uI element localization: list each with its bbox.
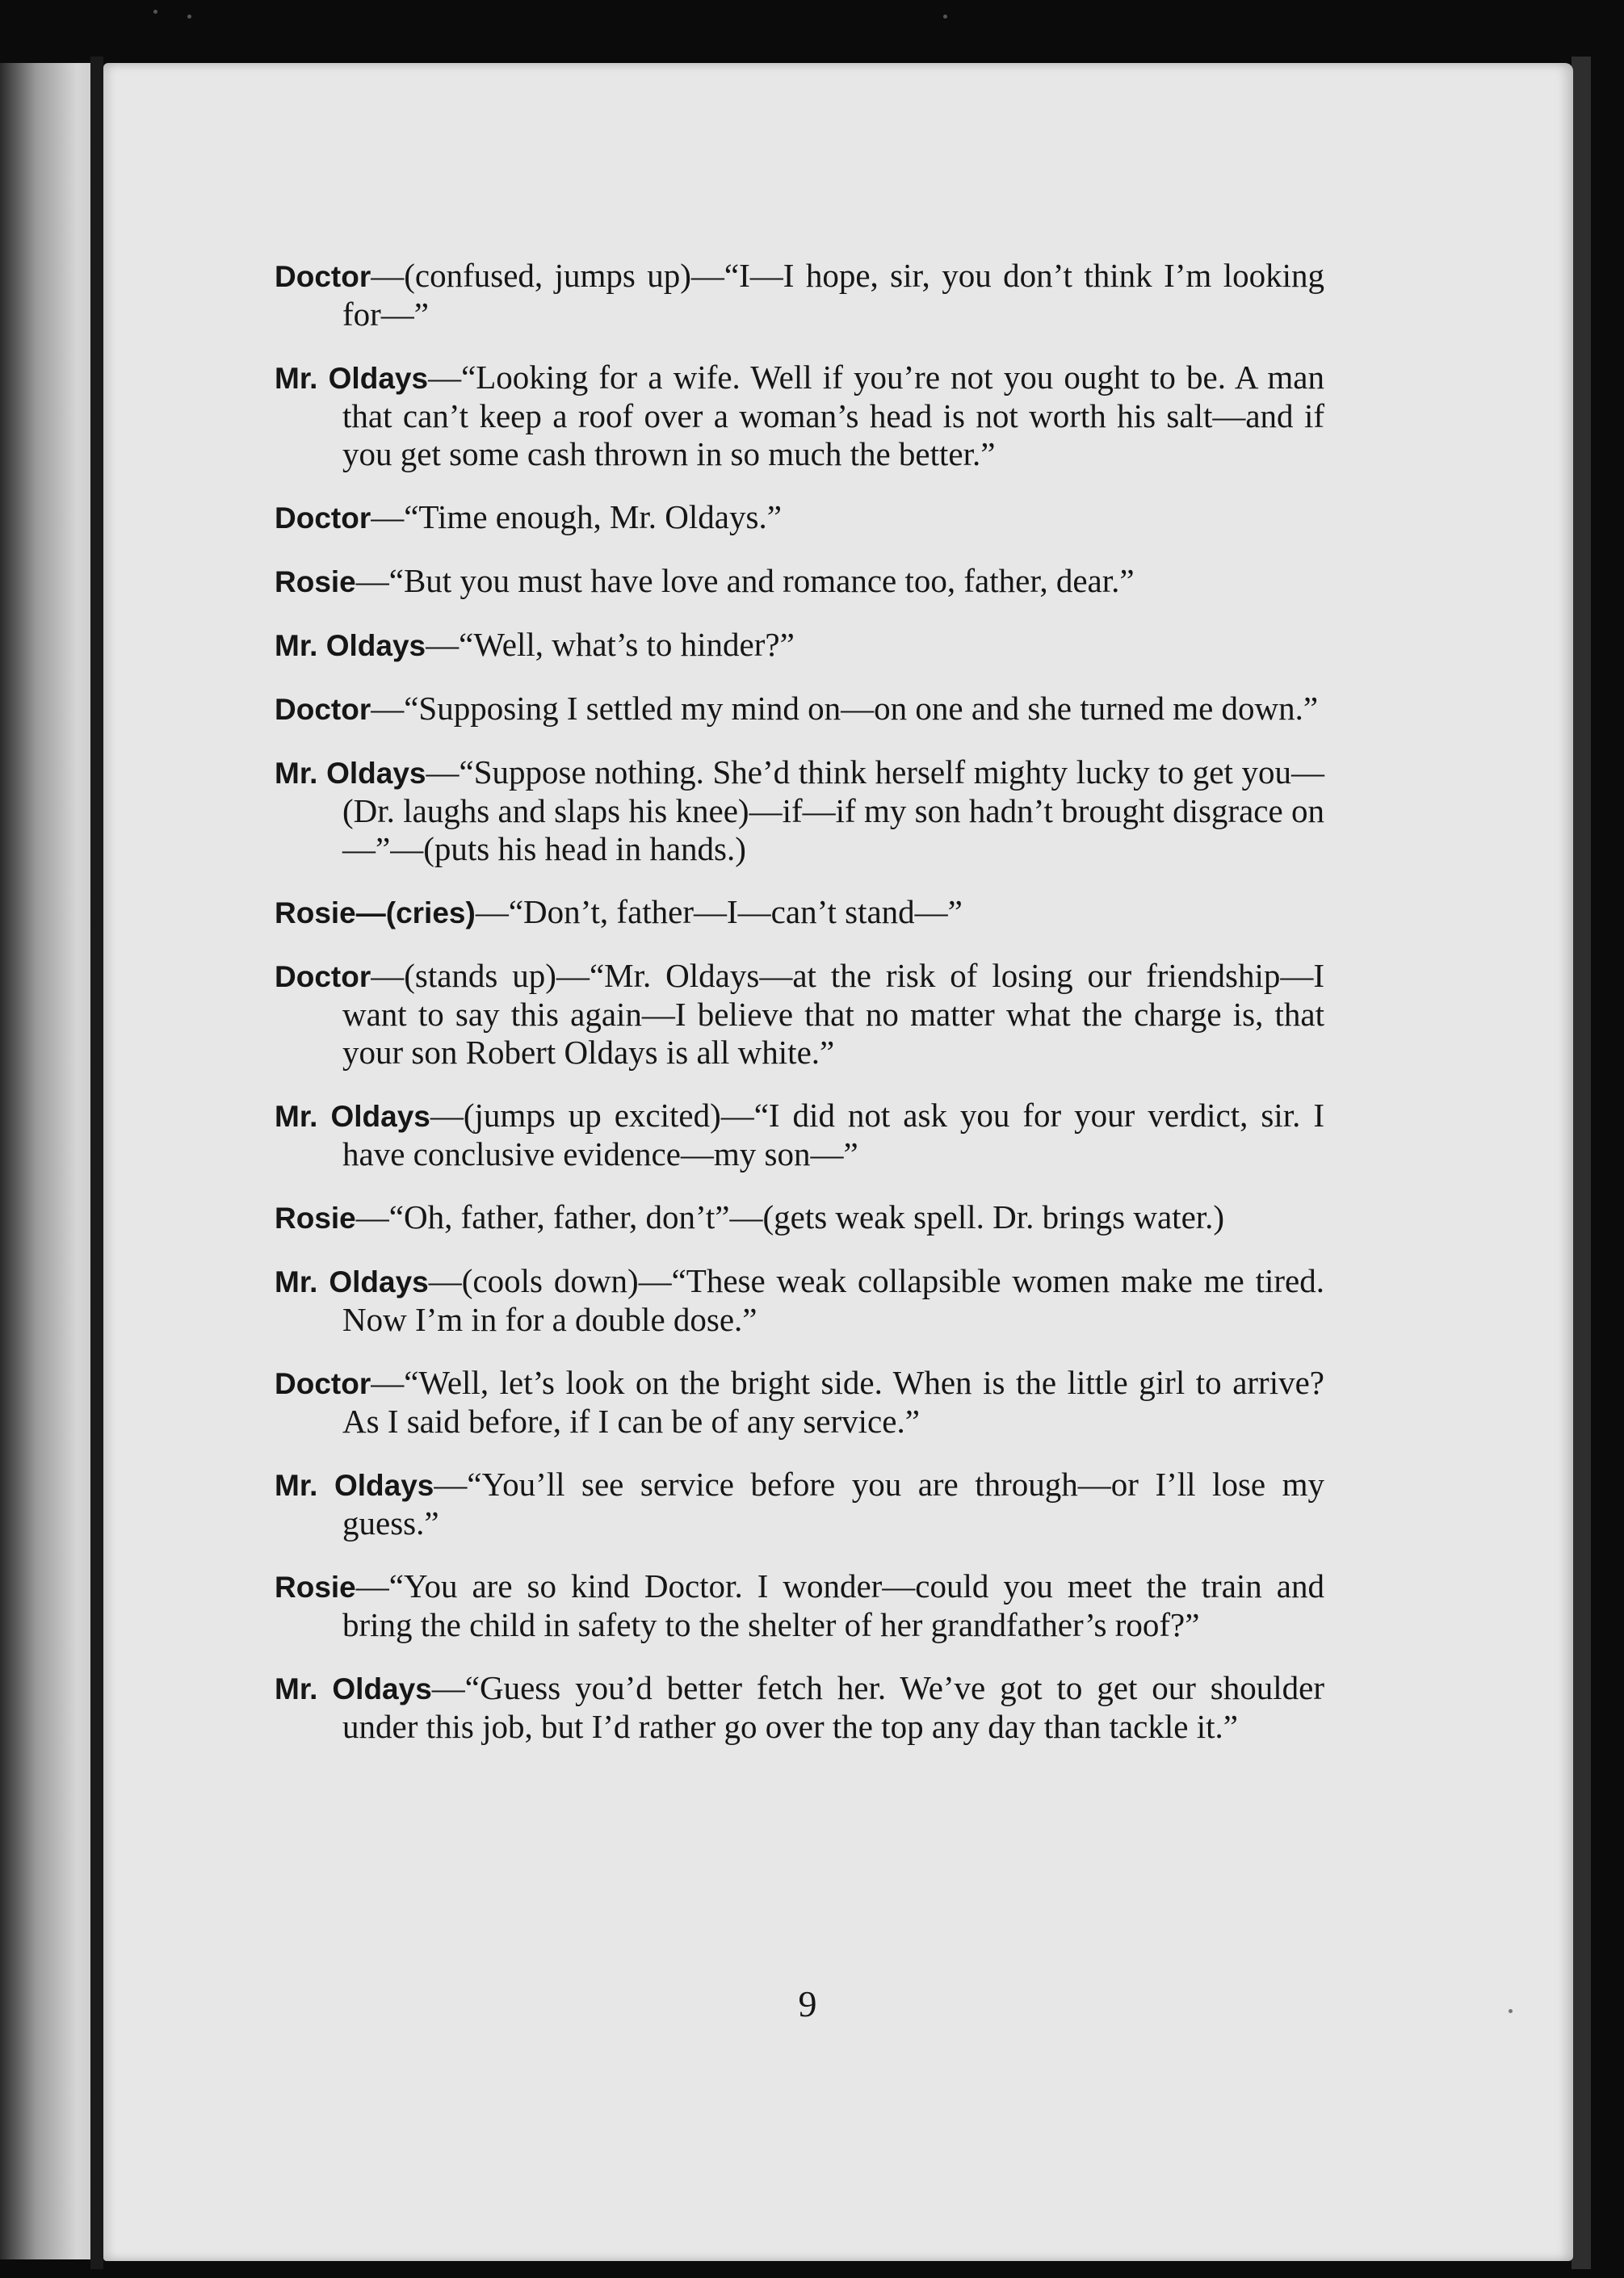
speaker-name: Doctor <box>275 1367 371 1400</box>
speaker-name: Mr. Oldays <box>275 362 429 395</box>
line-text: —“Supposing I settled my mind on—on one and she turned me down.” <box>371 690 1319 727</box>
dialogue-line <box>275 1097 1324 1173</box>
dialogue-line <box>275 1669 1324 1746</box>
speaker-name: Doctor <box>275 693 371 726</box>
line-text: —“But you must have love and romance too, father, dear.” <box>355 562 1135 599</box>
speaker-name: Mr. Oldays <box>275 1265 429 1298</box>
dialogue-line <box>275 257 1324 334</box>
dialogue-line <box>275 1262 1324 1339</box>
line-text: —“Looking for a wife. Well if you’re not you ought to be. A man that can’t keep a roof over a woman’s head is not worth his salt—and if you get some cash thrown in so much the better.” <box>342 359 1324 472</box>
speaker-name: Mr. Oldays <box>275 1672 432 1705</box>
dialogue-line <box>275 562 1324 601</box>
scan-speck <box>943 15 947 19</box>
dialogue-line <box>275 626 1324 665</box>
page-right-edge <box>1572 57 1591 2269</box>
dialogue-line <box>275 359 1324 473</box>
speaker-name: Doctor <box>275 260 371 293</box>
speaker-name: Mr. Oldays <box>275 1100 430 1133</box>
previous-page-edge <box>0 63 90 2259</box>
dialogue-line <box>275 753 1324 868</box>
scan-speck <box>187 15 191 19</box>
speaker-name: Mr. Oldays <box>275 1469 434 1502</box>
line-text: —“Oh, father, father, don’t”—(gets weak spell. Dr. brings water.) <box>355 1198 1225 1235</box>
line-text: —“Suppose nothing. She’d think herself mighty lucky to get you—(Dr. laughs and slaps his knee)—if—if my son hadn’t brought disgrace on—”—(puts his head in hands.) <box>342 753 1324 867</box>
dialogue-line <box>275 957 1324 1072</box>
line-text: —“Guess you’d better fetch her. We’ve got to get our shoulder under this job, but I’d rather go over the top any day than tackle it.” <box>342 1669 1324 1745</box>
dialogue-line <box>275 893 1324 932</box>
speaker-name: Mr. Oldays <box>275 757 426 790</box>
dialogue-line <box>275 690 1324 728</box>
speaker-name: Rosie—(cries) <box>275 896 476 929</box>
speaker-name: Rosie <box>275 1571 356 1604</box>
line-text: —(stands up)—“Mr. Oldays—at the risk of losing our friendship—I want to say this again—I believe that no matter what the charge is, that your son Robert Oldays is all white.” <box>342 957 1324 1071</box>
dialogue-line <box>275 1466 1324 1542</box>
speaker-name: Doctor <box>275 501 371 535</box>
dialogue-line <box>275 1198 1324 1237</box>
dialogue-text <box>275 257 1324 1771</box>
book-gutter <box>90 57 103 2269</box>
scan-speck <box>1509 2009 1513 2013</box>
line-text: —“Well, let’s look on the bright side. When is the little girl to arrive? As I said before, if I can be of any service.” <box>342 1364 1324 1440</box>
speaker-name: Mr. Oldays <box>275 629 426 662</box>
line-text: —(confused, jumps up)—“I—I hope, sir, you don’t think I’m looking for—” <box>342 257 1324 333</box>
line-text: —“You’ll see service before you are through—or I’ll lose my guess.” <box>342 1466 1324 1542</box>
line-text: —“Don’t, father—I—can’t stand—” <box>475 893 963 930</box>
dialogue-line <box>275 1364 1324 1441</box>
line-text: —(jumps up excited)—“I did not ask you for your verdict, sir. I have conclusive evidence—my son—” <box>342 1097 1324 1173</box>
scan-speck <box>153 10 157 14</box>
speaker-name: Rosie <box>275 1202 356 1235</box>
line-text: —“Well, what’s to hinder?” <box>426 626 795 663</box>
dialogue-line <box>275 1567 1324 1644</box>
speaker-name: Doctor <box>275 960 371 993</box>
line-text: —(cools down)—“These weak collapsible women make me tired. Now I’m in for a double dose.” <box>342 1262 1324 1338</box>
speaker-name: Rosie <box>275 565 356 598</box>
line-text: —“You are so kind Doctor. I wonder—could you meet the train and bring the child in safety to the shelter of her grandfather’s roof?” <box>342 1567 1324 1643</box>
page-number: 9 <box>798 1983 817 2024</box>
line-text: —“Time enough, Mr. Oldays.” <box>371 498 782 535</box>
dialogue-line <box>275 498 1324 537</box>
